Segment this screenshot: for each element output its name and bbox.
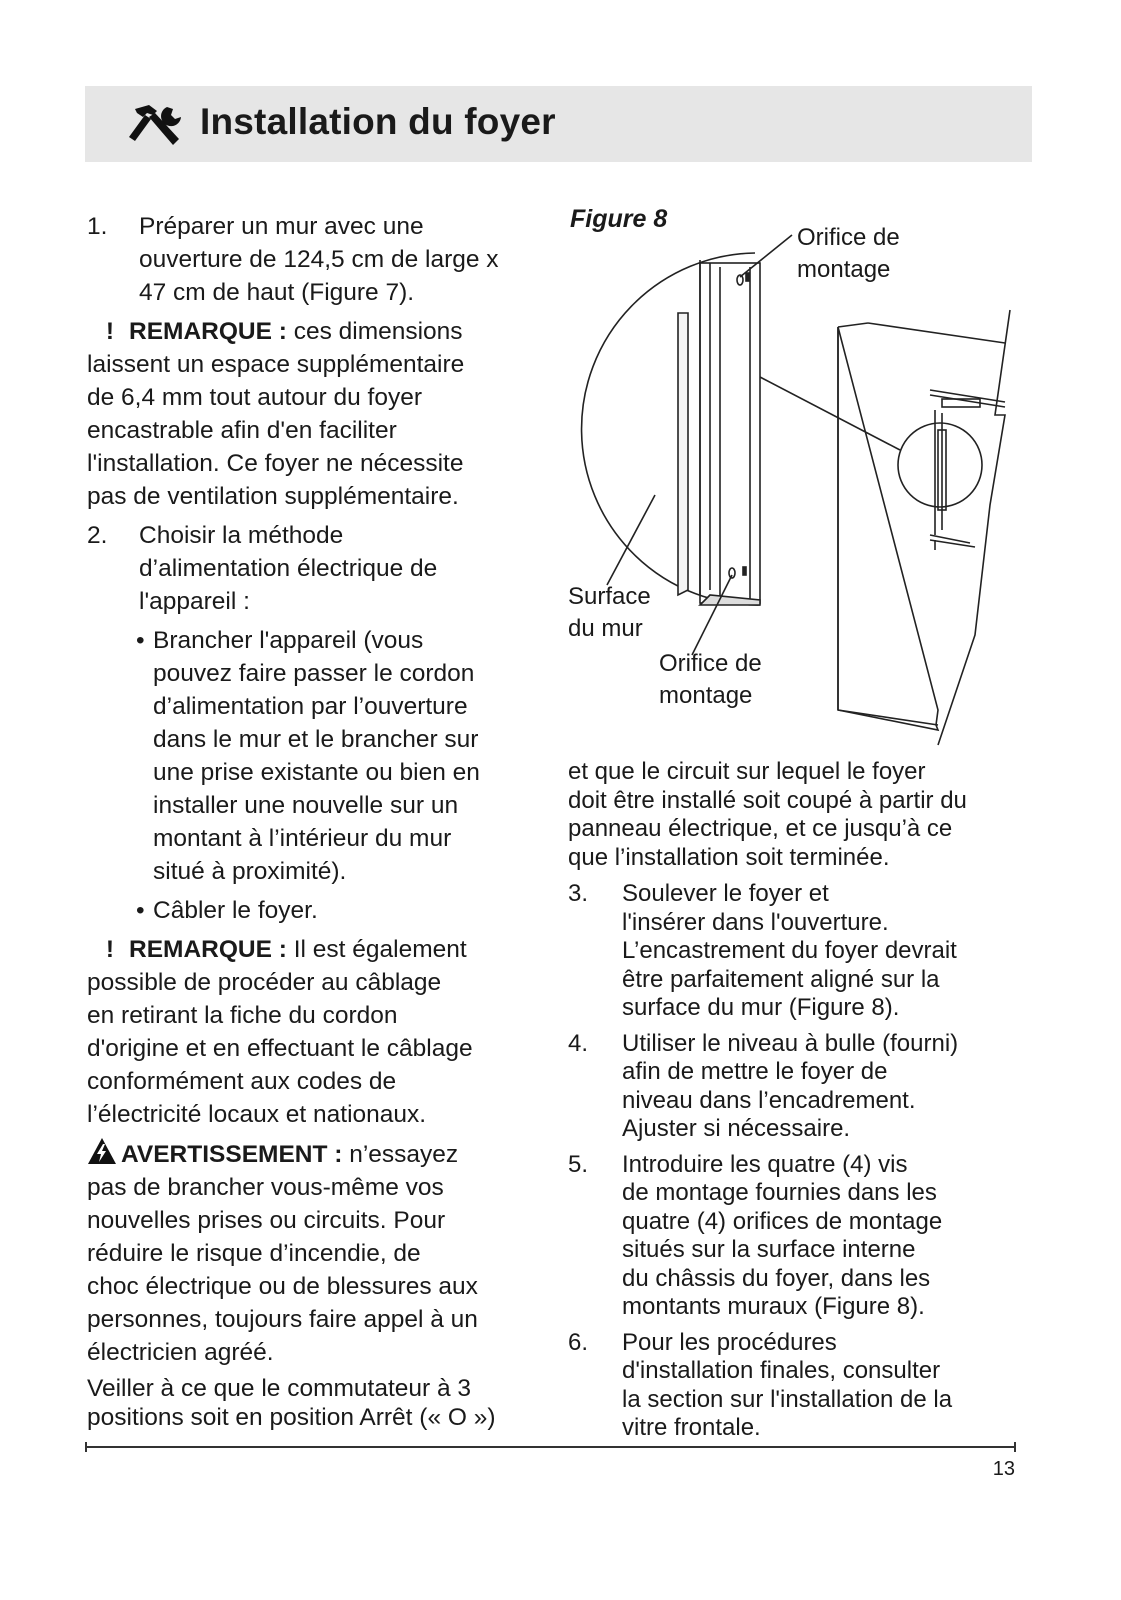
step-3 [568, 880, 1040, 1023]
step-line: niveau dans l’encadrement. [622, 1086, 916, 1114]
step-number: 4. [568, 1029, 589, 1057]
warning-line: pas de brancher vous-même vos [87, 1174, 444, 1201]
step-line: Choisir la méthode [139, 522, 344, 549]
step-4 [568, 1030, 1040, 1144]
bullet-plug [87, 624, 557, 888]
bullet-dot: • [136, 897, 145, 924]
step-5 [568, 1151, 1040, 1322]
label-wall-surface [568, 581, 651, 645]
step-line: montants muraux (Figure 8). [622, 1293, 925, 1320]
note-line: conformément aux codes de [87, 1068, 397, 1095]
warning-shock-icon [87, 1137, 117, 1165]
bullet-line: installer une nouvelle sur un [153, 792, 459, 819]
figure-title: Figure 8 [570, 205, 668, 233]
step-line: du châssis du foyer, dans les [622, 1264, 931, 1292]
step-line: Préparer un mur avec une [139, 213, 424, 240]
continuation-line: doit être installé soit coupé à partir du [568, 786, 967, 814]
label-line: du mur [568, 615, 643, 642]
note-line: l'installation. Ce foyer ne nécessite [87, 450, 464, 477]
bullet-line: pouvez faire passer le cordon [153, 660, 475, 687]
step-line: afin de mettre le foyer de [622, 1058, 888, 1085]
closing-line: positions soit en position Arrêt (« O ») [87, 1403, 496, 1431]
warning-line: réduire le risque d’incendie, de [87, 1240, 421, 1267]
label-line: montage [659, 682, 753, 709]
step-number: 6. [568, 1328, 589, 1356]
exclamation-icon: ! [105, 318, 115, 345]
footer-rule-tick [1014, 1442, 1016, 1452]
closing-line: Veiller à ce que le commutateur à 3 [87, 1375, 472, 1402]
warning-line: n’essayez [342, 1141, 459, 1168]
note-line: en retirant la fiche du cordon [87, 1002, 398, 1029]
closing-paragraph [87, 1375, 557, 1432]
step-line: surface du mur (Figure 8). [622, 994, 900, 1021]
step-number: 5. [568, 1150, 589, 1178]
warning-line: choc électrique ou de blessures aux [87, 1273, 478, 1300]
note-wiring [87, 933, 557, 1131]
continuation-line: que l’installation soit terminée. [568, 843, 890, 871]
note-dimensions [87, 315, 557, 513]
warning-line: électricien agréé. [87, 1339, 274, 1366]
label-line: Surface [568, 583, 651, 610]
step-line: Utiliser le niveau à bulle (fourni) [622, 1029, 959, 1057]
step-line: ouverture de 124,5 cm de large x [139, 246, 499, 273]
warning-line: personnes, toujours faire appel à un [87, 1306, 478, 1333]
footer-rule-tick [85, 1442, 87, 1452]
continuation-line: panneau électrique, et ce jusqu’à ce [568, 815, 953, 842]
bullet-line: dans le mur et le brancher sur [153, 726, 479, 753]
step-line: être parfaitement aligné sur la [622, 965, 940, 993]
note-line: possible de procéder au câblage [87, 969, 442, 996]
note-line: l’électricité locaux et nationaux. [87, 1101, 427, 1128]
step-line: l'appareil : [139, 588, 250, 615]
note-line: pas de ventilation supplémentaire. [87, 483, 459, 510]
step-line: d’alimentation électrique de [139, 555, 438, 582]
label-line: montage [797, 256, 891, 283]
label-line: Orifice de [659, 650, 762, 677]
step-line: la section sur l'installation de la [622, 1385, 953, 1413]
note-label: REMARQUE : [129, 318, 287, 345]
section-header [85, 86, 1032, 162]
step-line: 47 cm de haut (Figure 7). [139, 279, 415, 306]
bullet-line: situé à proximité). [153, 858, 347, 885]
figure-8 [570, 205, 1030, 750]
tools-icon [127, 103, 185, 147]
step-line: Introduire les quatre (4) vis [622, 1150, 908, 1178]
bullet-line: montant à l’intérieur du mur [153, 825, 452, 852]
step-line: situés sur la surface interne [622, 1236, 916, 1263]
step-line: vitre frontale. [622, 1414, 761, 1441]
step-6 [568, 1329, 1040, 1443]
label-mounting-hole-bottom [659, 648, 762, 712]
step-number: 3. [568, 880, 589, 907]
note-line: de 6,4 mm tout autour du foyer [87, 384, 423, 411]
warning-block [87, 1137, 557, 1369]
step-number: 2. [87, 522, 108, 549]
right-column [568, 758, 1040, 1450]
bullet-dot: • [136, 627, 145, 654]
bullet-line: Brancher l'appareil (vous [153, 627, 424, 654]
label-line: Orifice de [797, 224, 900, 251]
step-line: Soulever le foyer et [622, 880, 829, 907]
label-mounting-hole-top [797, 222, 900, 286]
step-number: 1. [87, 213, 108, 240]
step-line: d'installation finales, consulter [622, 1357, 941, 1384]
note-line: Il est également [286, 936, 467, 963]
warning-label: AVERTISSEMENT : [121, 1141, 343, 1168]
step-1 [87, 210, 557, 309]
warning-line: nouvelles prises ou circuits. Pour [87, 1207, 446, 1234]
bullet-line: une prise existante ou bien en [153, 759, 480, 786]
exclamation-icon: ! [105, 936, 115, 963]
note-line: laissent un espace supplémentaire [87, 351, 465, 378]
page-number: 13 [992, 1458, 1015, 1480]
step-line: quatre (4) orifices de montage [622, 1207, 943, 1235]
step-line: L’encastrement du foyer devrait [622, 937, 957, 964]
continuation-line: et que le circuit sur lequel le foyer [568, 758, 926, 785]
note-label: REMARQUE : [129, 936, 287, 963]
step-line: Pour les procédures [622, 1328, 837, 1356]
continuation-paragraph [568, 758, 1043, 872]
note-line: ces dimensions [286, 318, 463, 345]
footer-rule [85, 1446, 1016, 1448]
step-line: Ajuster si nécessaire. [622, 1115, 851, 1142]
page-title: Installation du foyer [200, 101, 556, 142]
bullet-line: d’alimentation par l’ouverture [153, 693, 468, 720]
bullet-wire [87, 894, 557, 927]
step-2 [87, 519, 557, 618]
note-line: encastrable afin d'en faciliter [87, 417, 397, 444]
installation-diagram [570, 205, 1030, 750]
note-line: d'origine et en effectuant le câblage [87, 1035, 473, 1062]
bullet-line: Câbler le foyer. [153, 897, 318, 924]
left-column [87, 210, 557, 1432]
step-line: de montage fournies dans les [622, 1179, 937, 1206]
step-line: l'insérer dans l'ouverture. [622, 908, 889, 936]
